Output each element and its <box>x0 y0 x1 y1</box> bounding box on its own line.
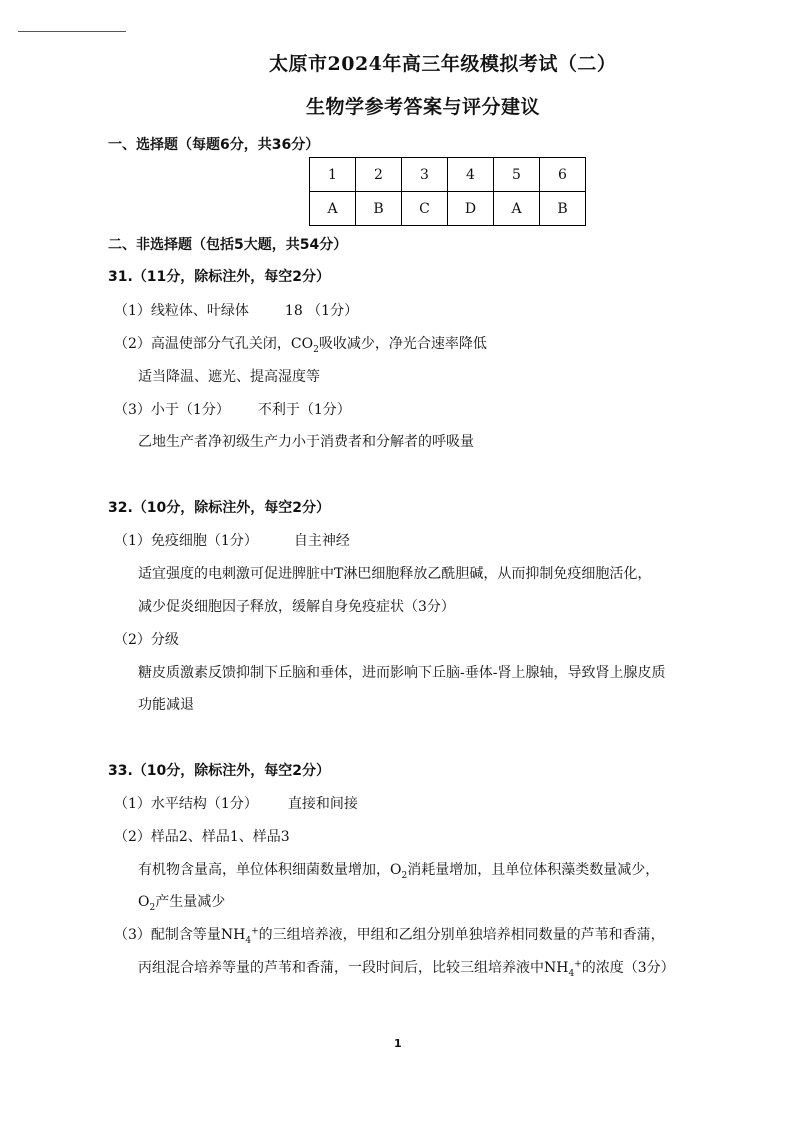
answer-cell: A <box>494 192 540 226</box>
q32-heading: 32.（10分，除标注外，每空2分） <box>108 500 331 516</box>
q31-heading: 31.（11分，除标注外，每空2分） <box>108 269 331 285</box>
co2-subscript: 2 <box>313 344 319 355</box>
o2-subscript: 2 <box>149 902 156 913</box>
answer-table <box>309 157 586 226</box>
q33-part3-cont <box>138 957 675 977</box>
question-number: 6 <box>540 158 586 192</box>
q31-part2-text-cont: 吸收减少，净光合速率降低 <box>318 336 487 352</box>
q31-part1-answer-b: 18 （1分） <box>284 303 359 319</box>
q33-heading: 33.（10分，除标注外，每空2分） <box>108 763 331 779</box>
q32-part1-explanation: 适宜强度的电刺激可促进脾脏中T淋巴细胞释放乙酰胆碱，从而抑制免疫细胞活化， <box>138 566 652 582</box>
q33-part3-line2: 丙组混合培养等量的芦苇和香蒲，一段时间后，比较三组培养液中NH <box>138 960 569 976</box>
o2-subscript: 2 <box>401 870 408 881</box>
section-1-heading: 一、选择题（每题6分，共36分） <box>108 137 320 153</box>
q32-part2: （2）分级 <box>114 632 179 648</box>
page-number: 1 <box>394 1037 402 1050</box>
q31-part2 <box>114 333 487 353</box>
q31-part3 <box>114 399 351 419</box>
nh4-superscript: + <box>574 959 582 970</box>
section-2-heading: 二、非选择题（包括5大题，共54分） <box>108 237 348 253</box>
q31-part2-text: （2）高温使部分气孔关闭，CO <box>114 336 314 352</box>
q32-part2-explanation: 糖皮质激素反馈抑制下丘脑和垂体，进而影响下丘脑-垂体-肾上腺轴，导致肾上腺皮质 <box>138 665 666 681</box>
q33-part2-explanation-cont <box>138 891 225 911</box>
q33-part1-answer-a: （1）水平结构（1分） <box>114 796 258 812</box>
q33-part2: （2）样品2、样品1、样品3 <box>114 829 290 845</box>
q32-part1-explanation-cont: 减少促炎细胞因子释放，缓解自身免疫症状（3分） <box>138 599 455 615</box>
question-number: 2 <box>356 158 402 192</box>
q31-part3-answer-b: 不利于（1分） <box>257 402 351 418</box>
nh4-superscript: + <box>251 926 259 937</box>
answer-cell: B <box>540 192 586 226</box>
q31-part2-measures: 适当降温、遮光、提高湿度等 <box>138 369 320 385</box>
q33-part2-text-cont: 消耗量增加，且单位体积藻类数量减少， <box>407 862 660 878</box>
q32-part1-answer-b: 自主神经 <box>293 533 350 549</box>
q33-part3-text: （3）配制含等量NH <box>114 927 246 943</box>
answer-cell: A <box>310 192 356 226</box>
question-number: 1 <box>310 158 356 192</box>
q31-part1 <box>114 300 358 320</box>
nh4-subscript: 4 <box>568 968 575 979</box>
q33-part3-line2-cont: 的浓度（3分） <box>581 960 675 976</box>
q31-part3-reason: 乙地生产者净初级生产力小于消费者和分解者的呼吸量 <box>138 434 474 450</box>
q33-part2-text: 有机物含量高，单位体积细菌数量增加，O <box>138 862 402 878</box>
question-number: 3 <box>402 158 448 192</box>
question-number: 5 <box>494 158 540 192</box>
document-subtitle: 生物学参考答案与评分建议 <box>306 96 541 118</box>
q33-part2-o2-text: 产生量减少 <box>155 894 226 910</box>
q31-part3-answer-a: （3）小于（1分） <box>114 402 230 418</box>
answer-cell: C <box>402 192 448 226</box>
q32-part1-answer-a: （1）免疫细胞（1分） <box>114 533 258 549</box>
answer-cell: D <box>448 192 494 226</box>
question-number: 4 <box>448 158 494 192</box>
top-rule <box>18 31 126 32</box>
answer-table-answer-row <box>310 192 586 226</box>
q33-part3 <box>114 924 665 944</box>
q32-part1 <box>114 530 350 550</box>
nh4-subscript: 4 <box>245 935 252 946</box>
q33-part1 <box>114 793 358 813</box>
q33-part2-o2: O <box>138 894 150 910</box>
q32-part2-explanation-cont: 功能减退 <box>138 697 194 713</box>
q33-part3-text-cont: 的三组培养液，甲组和乙组分别单独培养相同数量的芦苇和香蒲， <box>258 927 665 943</box>
exam-title: 太原市2024年高三年级模拟考试（二） <box>269 53 617 75</box>
q33-part1-answer-b: 直接和间接 <box>287 796 358 812</box>
answer-cell: B <box>356 192 402 226</box>
answer-table-number-row <box>310 158 586 192</box>
q31-part1-answer-a: （1）线粒体、叶绿体 <box>114 303 249 319</box>
q33-part2-explanation <box>138 859 659 879</box>
